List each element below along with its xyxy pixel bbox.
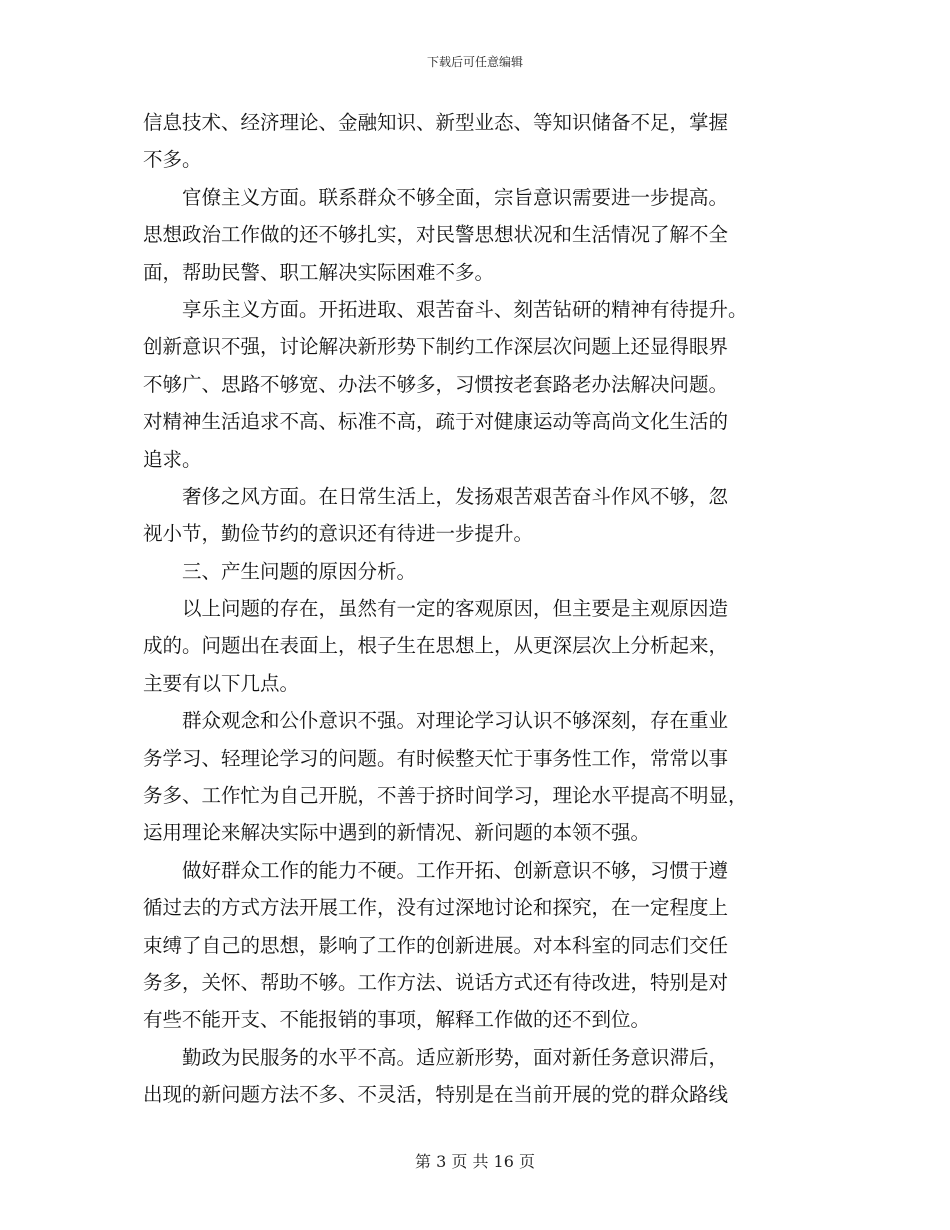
text-line: 创新意识不强，讨论解决新形势下制约工作深层次问题上还显得眼界: [143, 335, 729, 359]
text-line: 运用理论来解决实际中遇到的新情况、新问题的本领不强。: [143, 821, 651, 845]
footer-suffix: 页: [519, 1152, 536, 1171]
text-line: 务多、工作忙为自己开脱，不善于挤时间学习，理论水平提高不明显，: [143, 784, 748, 808]
page-header: [0, 54, 950, 70]
text-line: 成的。问题出在表面上，根子生在思想上，从更深层次上分析起来，: [143, 634, 729, 658]
page-number: 3: [436, 1152, 447, 1171]
paragraph-start: 以上问题的存在，虽然有一定的客观原因，但主要是主观原因造: [182, 597, 729, 621]
total-pages: 16: [493, 1152, 514, 1171]
text-line: 面，帮助民警、职工解决实际困难不多。: [143, 260, 495, 284]
text-line: 不多。: [143, 148, 202, 172]
paragraph-start: 勤政为民服务的水平不高。适应新形势，面对新任务意识滞后，: [182, 1045, 729, 1069]
paragraph-start: 做好群众工作的能力不硬。工作开拓、创新意识不够，习惯于遵: [182, 858, 729, 882]
text-line: 务多，关怀、帮助不够。工作方法、说话方式还有待改进，特别是对: [143, 970, 729, 994]
text-line: 有些不能开支、不能报销的事项，解释工作做的还不到位。: [143, 1008, 651, 1032]
text-line: 追求。: [143, 447, 202, 471]
footer-middle: 页 共: [451, 1152, 489, 1171]
footer-prefix: 第: [414, 1152, 431, 1171]
section-heading: 三、产生问题的原因分析。: [182, 559, 417, 583]
text-line: 出现的新问题方法不多、不灵活，特别是在当前开展的党的群众路线: [143, 1083, 729, 1107]
paragraph-start: 官僚主义方面。联系群众不够全面，宗旨意识需要进一步提高。: [182, 185, 729, 209]
page-footer: [0, 1151, 950, 1173]
header-note: 下载后可任意编辑: [426, 55, 523, 69]
text-line: 务学习、轻理论学习的问题。有时候整天忙于事务性工作，常常以事: [143, 746, 729, 770]
text-line: 循过去的方式方法开展工作，没有过深地讨论和探究，在一定程度上: [143, 896, 729, 920]
paragraph-start: 群众观念和公仆意识不强。对理论学习认识不够深刻，存在重业: [182, 709, 729, 733]
paragraph-start: 奢侈之风方面。在日常生活上，发扬艰苦艰苦奋斗作风不够，忽: [182, 484, 729, 508]
text-line: 束缚了自己的思想，影响了工作的创新进展。对本科室的同志们交任: [143, 933, 729, 957]
text-line: 视小节，勤俭节约的意识还有待进一步提升。: [143, 522, 534, 546]
text-line: 不够广、思路不够宽、办法不够多，习惯按老套路老办法解决问题。: [143, 372, 729, 396]
text-line: 思想政治工作做的还不够扎实，对民警思想状况和生活情况了解不全: [143, 223, 729, 247]
text-line: 对精神生活追求不高、标准不高，疏于对健康运动等高尚文化生活的: [143, 410, 729, 434]
text-line: 主要有以下几点。: [143, 671, 300, 695]
body-text: [143, 104, 809, 1114]
paragraph-start: 享乐主义方面。开拓进取、艰苦奋斗、刻苦钻研的精神有待提升。: [182, 297, 748, 321]
text-line: 信息技术、经济理论、金融知识、新型业态、等知识储备不足，掌握: [143, 111, 729, 134]
